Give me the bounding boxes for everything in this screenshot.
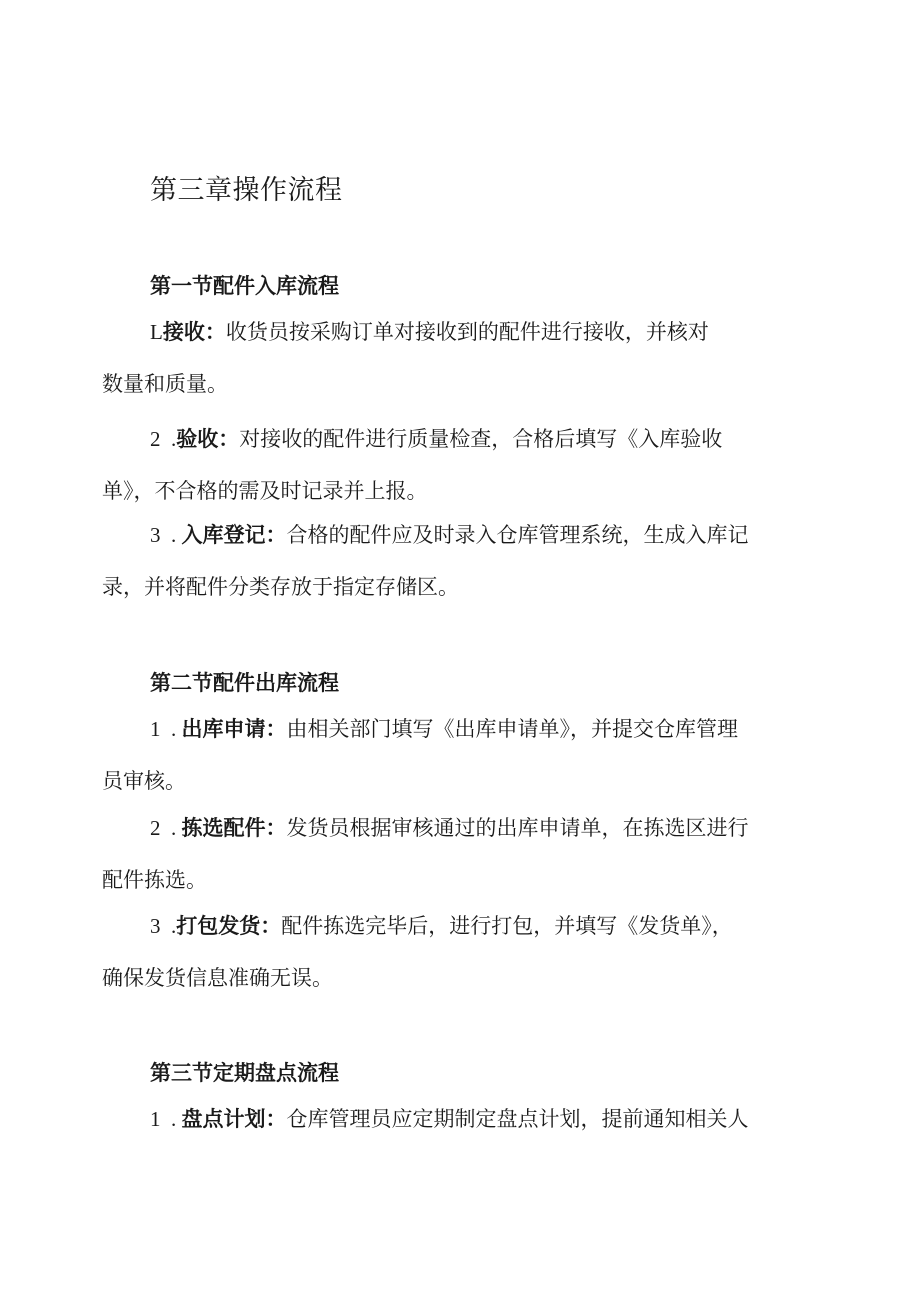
paragraph-inventory-plan (102, 1093, 816, 1145)
paragraph-line: 单》，不合格的需及时记录并上报。 (102, 479, 428, 503)
item-text: 由相关部门填写《出库申请单》，并提交仓库管理 (286, 717, 738, 741)
item-text: 配件拣选完毕后，进行打包，并填写《发货单》， (281, 914, 733, 938)
item-term: 盘点计划 (181, 1107, 266, 1131)
paragraph-outbound-request (102, 703, 816, 807)
paragraph-register (102, 509, 816, 613)
paragraph-shipping (102, 900, 816, 1004)
item-text: 合格的配件应及时录入仓库管理系统，生成入库记 (286, 523, 749, 547)
item-term: 接收 (162, 320, 205, 344)
paragraph-line: 配件拣选。 (102, 868, 207, 892)
paragraph-line: 确保发货信息准确无误。 (102, 966, 333, 990)
section-title-3: 第三节定期盘点流程 (150, 1061, 339, 1085)
item-number: 3 . (150, 523, 182, 547)
item-number: L (150, 320, 163, 344)
paragraph-receive (102, 306, 816, 410)
item-term: 验收 (176, 427, 219, 451)
item-number: 2 . (150, 816, 182, 840)
paragraph-line (102, 802, 816, 854)
item-text: 收货员按采购订单对接收到的配件进行接收，并核对 (225, 320, 709, 344)
item-term: 出库申请 (181, 717, 266, 741)
item-separator: ： (218, 427, 240, 451)
item-separator: ： (265, 717, 287, 741)
paragraph-line (102, 900, 816, 952)
item-number: 1 . (150, 1107, 182, 1131)
paragraph-picking (102, 802, 816, 906)
paragraph-line (102, 306, 816, 358)
item-separator: ： (260, 914, 282, 938)
section-title-2: 第二节配件出库流程 (150, 671, 339, 695)
item-term: 打包发货 (176, 914, 261, 938)
paragraph-line (102, 703, 816, 755)
item-term: 入库登记 (181, 523, 266, 547)
item-separator: ： (265, 1107, 287, 1131)
item-number: 1 . (150, 717, 182, 741)
item-separator: ： (265, 816, 287, 840)
paragraph-line (102, 1093, 816, 1145)
item-text: 对接收的配件进行质量检查，合格后填写《入库验收 (239, 427, 723, 451)
item-text: 发货员根据审核通过的出库申请单，在拣选区进行 (286, 816, 749, 840)
item-separator: ： (204, 320, 226, 344)
paragraph-inspect (102, 413, 816, 517)
section-title-1: 第一节配件入库流程 (150, 274, 339, 298)
paragraph-line (102, 509, 816, 561)
item-number: 2 . (150, 427, 177, 451)
item-term: 拣选配件 (181, 816, 266, 840)
paragraph-line (102, 413, 816, 465)
item-text: 仓库管理员应定期制定盘点计划，提前通知相关人 (286, 1107, 749, 1131)
paragraph-line: 录，并将配件分类存放于指定存储区。 (102, 575, 459, 599)
paragraph-line: 员审核。 (102, 769, 186, 793)
item-number: 3 . (150, 914, 177, 938)
paragraph-line: 数量和质量。 (102, 372, 228, 396)
item-separator: ： (265, 523, 287, 547)
chapter-title: 第三章操作流程 (150, 175, 343, 206)
